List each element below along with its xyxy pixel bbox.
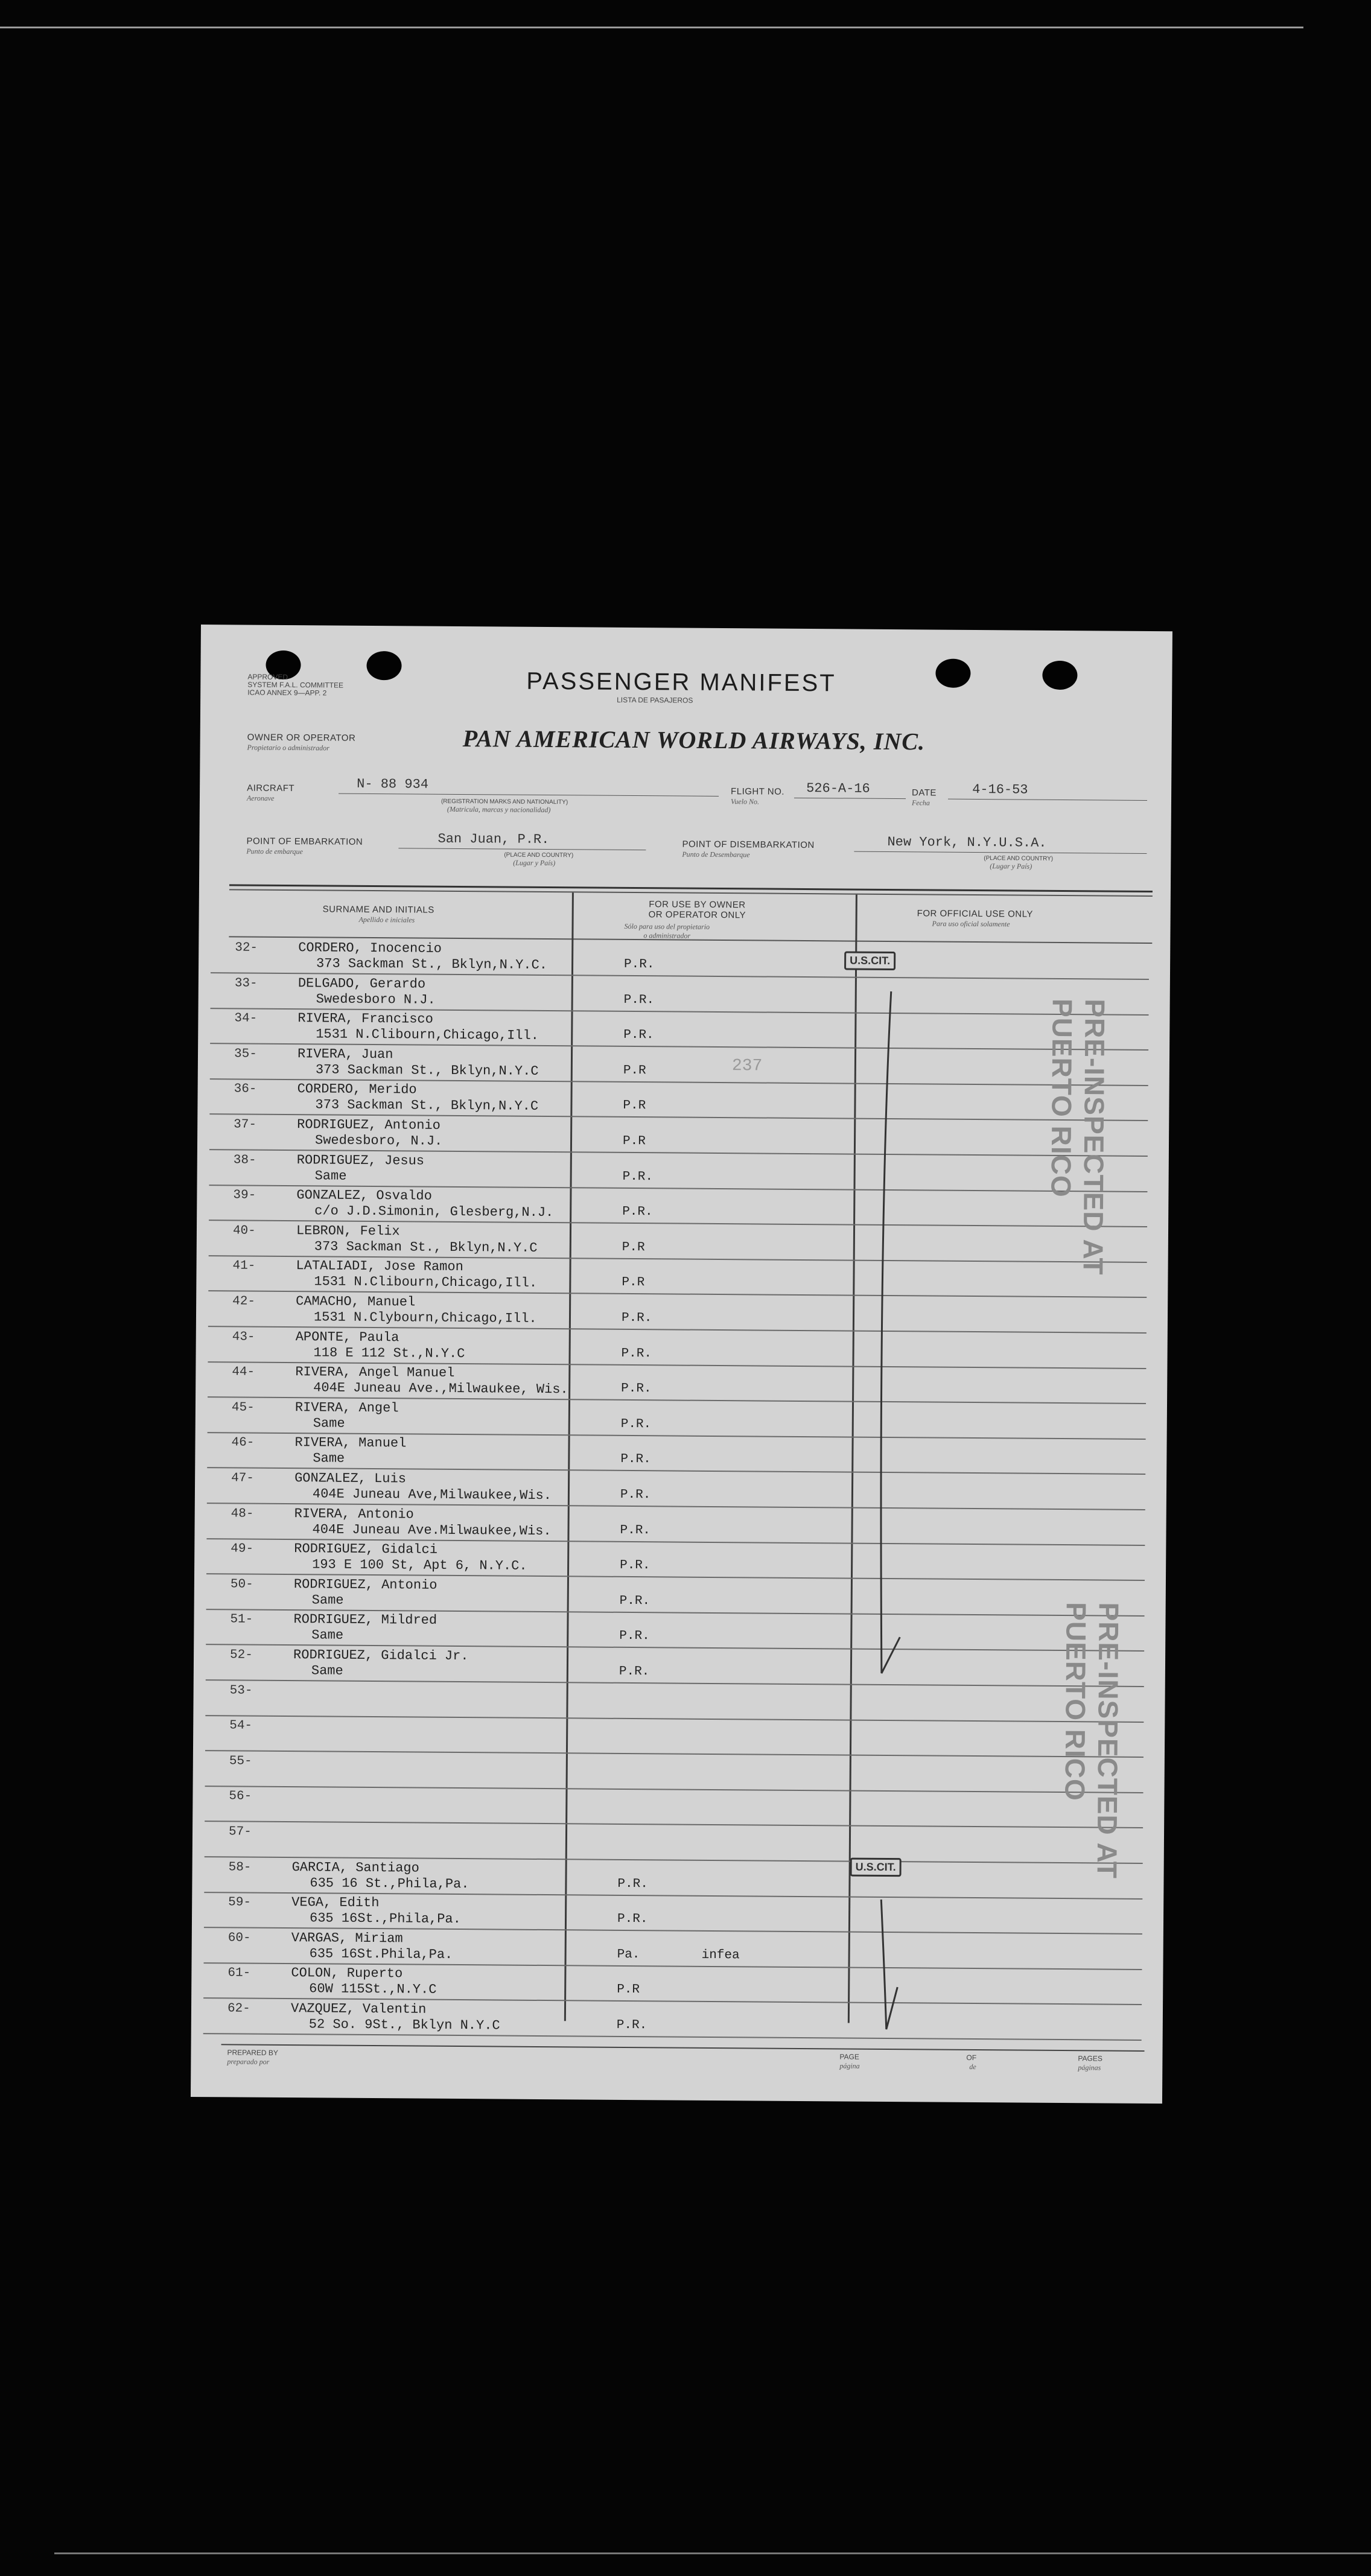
col-header-official: FOR OFFICIAL USE ONLY (917, 908, 1033, 920)
passenger-address: 373 Sackman St., Bklyn,N.Y.C. (316, 956, 548, 973)
manifest-page (191, 625, 1172, 2104)
origin-code: P.R (623, 1099, 646, 1113)
origin-code: P.R. (622, 1169, 654, 1184)
row-number: 60- (227, 1931, 251, 1945)
passenger-name: RIVERA, Francisco (297, 1011, 433, 1027)
handwritten-mark: 237 (731, 1057, 763, 1076)
flight-label: FLIGHT NO. (731, 786, 785, 797)
table-row (200, 1999, 1142, 2041)
passenger-address: 1531 N.Clybourn,Chicago,Ill. (313, 1309, 537, 1326)
passenger-name: RIVERA, Antonio (294, 1506, 414, 1522)
table-row (201, 1858, 1142, 1900)
passenger-name: DELGADO, Gerardo (297, 975, 426, 992)
passenger-name: RIVERA, Manuel (294, 1435, 407, 1451)
origin-code: P.R. (624, 957, 655, 972)
passenger-address: c/o J.D.Simonin, Glesberg,N.J. (314, 1203, 554, 1221)
passenger-address: Same (314, 1168, 347, 1184)
origin-code: P.R (622, 1134, 646, 1149)
table-row (205, 1292, 1147, 1334)
aircraft-label-es: Aeronave (246, 793, 275, 803)
origin-code: P.R. (619, 1594, 651, 1609)
row-number: 52- (229, 1648, 253, 1662)
passenger-name: RIVERA, Angel Manuel (295, 1364, 455, 1381)
passenger-address: 404E Juneau Ave.,Milwaukee, Wis. (313, 1380, 568, 1398)
passenger-address: 404E Juneau Ave.Milwaukee,Wis. (312, 1521, 552, 1539)
col-header-official-es: Para uso oficial solamente (932, 919, 1010, 929)
passenger-name: RODRIGUEZ, Antonio (293, 1576, 437, 1593)
row-number: 55- (229, 1754, 252, 1769)
origin-code: P.R. (621, 1346, 652, 1361)
embark-label: POINT OF EMBARKATION (246, 836, 363, 847)
date-underline (948, 799, 1147, 801)
footer-rule (221, 2044, 1145, 2052)
table-row (204, 1433, 1145, 1475)
of-label: OF (966, 2053, 977, 2062)
passenger-name: RODRIGUEZ, Jesus (296, 1152, 425, 1169)
row-number: 34- (234, 1011, 258, 1026)
passenger-name: RODRIGUEZ, Antonio (297, 1117, 441, 1133)
aircraft-underline (339, 793, 719, 797)
row-number: 42- (232, 1294, 256, 1309)
table-row (204, 1469, 1145, 1510)
disembark-label-es: Punto de Desembarque (682, 850, 750, 859)
row-number: 45- (231, 1401, 255, 1415)
origin-code: P.R. (620, 1452, 651, 1467)
row-number: 49- (231, 1542, 254, 1556)
passenger-address: 635 16 St.,Phila,Pa. (310, 1875, 469, 1892)
table-row (206, 1221, 1147, 1263)
table-row (201, 1929, 1142, 1970)
origin-code: P.R. (619, 1664, 650, 1679)
origin-code: P.R. (616, 2018, 647, 2033)
page-subtitle: LISTA DE PASAJEROS (617, 695, 693, 705)
table-row (202, 1822, 1143, 1864)
pages-label-es: páginas (1078, 2063, 1101, 2072)
passenger-address: 1531 N.Clibourn,Chicago,Ill. (316, 1026, 539, 1044)
punch-hole (366, 651, 401, 680)
passenger-name: GONZALEZ, Osvaldo (296, 1188, 432, 1204)
col-header-surname-es: Apellido e iniciales (358, 915, 415, 924)
origin-code: P.R. (620, 1487, 651, 1503)
passenger-address: 52 So. 9St., Bklyn N.Y.C (308, 2017, 500, 2034)
passenger-address: Same (311, 1627, 344, 1644)
punch-hole (935, 659, 970, 688)
pages-label: PAGES (1078, 2054, 1102, 2063)
table-row (203, 1610, 1144, 1652)
passenger-name: RODRIGUEZ, Gidalci (294, 1541, 438, 1557)
owner-label-es: Propietario o administrador (247, 743, 329, 752)
origin-code: P.R. (619, 1629, 650, 1644)
row-rule (203, 2033, 1142, 2041)
table-row (207, 1045, 1148, 1086)
table-row (201, 1893, 1142, 1935)
row-number: 41- (232, 1259, 256, 1274)
row-number: 38- (233, 1153, 256, 1168)
passenger-name: VARGAS, Miriam (291, 1930, 403, 1947)
embark-sub: (PLACE AND COUNTRY) (504, 851, 574, 859)
table-row (200, 1964, 1142, 2005)
page-title: PASSENGER MANIFEST (526, 667, 836, 697)
flight-underline (794, 798, 906, 799)
row-number: 56- (229, 1789, 252, 1804)
origin-code: P.R. (623, 1028, 654, 1043)
disembark-sub-es: (Lugar y País) (990, 862, 1032, 871)
row-number: 62- (227, 2002, 250, 2016)
origin-code: P.R. (623, 993, 655, 1007)
table-row (205, 1256, 1147, 1298)
origin-code: P.R. (621, 1311, 652, 1326)
table-row (205, 1363, 1146, 1404)
origin-code: P.R. (620, 1559, 651, 1573)
passenger-name: RODRIGUEZ, Mildred (293, 1612, 437, 1629)
embark-value: San Juan, P.R. (437, 831, 550, 848)
passenger-name: LATALIADI, Jose Ramon (296, 1258, 463, 1275)
disembark-underline (854, 851, 1147, 854)
passenger-address: 60W 115St.,N.Y.C (309, 1981, 437, 1998)
origin-code: Pa. (617, 1947, 640, 1962)
table-row (203, 1575, 1145, 1617)
embark-label-es: Punto de embarque (246, 847, 303, 856)
origin-code: P.R. (620, 1417, 652, 1432)
row-number: 47- (231, 1471, 255, 1486)
passenger-name: RIVERA, Juan (297, 1046, 393, 1063)
passenger-name: RIVERA, Angel (294, 1399, 399, 1416)
table-row (202, 1752, 1144, 1793)
row-number: 40- (232, 1224, 256, 1238)
prepared-by-label-es: preparado por (227, 2057, 270, 2066)
checkmark-icon (873, 1897, 911, 2041)
origin-code: P.R (622, 1240, 645, 1255)
origin-code: P.R. (620, 1523, 651, 1538)
passenger-address: Same (313, 1451, 345, 1467)
table-row (206, 1186, 1147, 1227)
prepared-by-label: PREPARED BY (227, 2048, 278, 2057)
table-row (202, 1716, 1144, 1758)
origin-code: P.R (623, 1063, 646, 1078)
of-label-es: de (969, 2062, 976, 2072)
row-note: infea (701, 1948, 740, 1963)
aircraft-label: AIRCRAFT (247, 783, 295, 794)
passenger-address: Swedesboro, N.J. (314, 1133, 443, 1149)
row-number: 43- (232, 1329, 255, 1344)
passenger-name: CAMACHO, Manuel (296, 1294, 416, 1310)
table-row (206, 1080, 1148, 1121)
table-row (203, 1504, 1145, 1546)
table-top-rule (229, 884, 1153, 892)
origin-code: P.R. (617, 1877, 648, 1891)
row-number: 59- (228, 1895, 252, 1910)
embark-sub-es: (Lugar y País) (513, 858, 556, 868)
passenger-address: 635 16St.,Phila,Pa. (309, 1910, 461, 1927)
flight-label-es: Vuelo No. (730, 797, 760, 806)
row-number: 51- (230, 1612, 253, 1627)
table-row (202, 1787, 1143, 1828)
row-number: 44- (232, 1365, 255, 1379)
passenger-address: Same (313, 1416, 345, 1431)
table-row (206, 1151, 1148, 1192)
table-row (208, 974, 1149, 1016)
film-edge-top (0, 27, 1303, 28)
us-citizen-stamp: U.S.CIT. (850, 1858, 902, 1877)
row-number: 39- (233, 1188, 256, 1203)
row-number: 37- (234, 1118, 257, 1132)
disembark-label: POINT OF DISEMBARKATION (682, 839, 815, 851)
row-number: 61- (227, 1966, 251, 1981)
row-number: 57- (228, 1825, 252, 1839)
passenger-name: VEGA, Edith (291, 1895, 380, 1911)
row-number: 46- (231, 1436, 255, 1451)
aircraft-sub: (REGISTRATION MARKS AND NATIONALITY) (441, 798, 568, 806)
row-number: 32- (235, 941, 258, 955)
passenger-name: LEBRON, Felix (296, 1223, 400, 1239)
passenger-address: 373 Sackman St., Bklyn,N.Y.C (315, 1062, 539, 1079)
disembark-value: New York, N.Y.U.S.A. (887, 834, 1047, 851)
passenger-name: VAZQUEZ, Valentin (290, 2001, 427, 2017)
passenger-address: 404E Juneau Ave,Milwaukee,Wis. (312, 1486, 552, 1504)
row-number: 35- (234, 1047, 257, 1061)
passenger-address: Same (311, 1592, 344, 1608)
table-row (205, 1328, 1146, 1369)
passenger-name: CORDERO, Merido (297, 1081, 417, 1098)
owner-label: OWNER OR OPERATOR (247, 732, 356, 743)
col-header-operator: FOR USE BY OWNER OR OPERATOR ONLY (648, 899, 746, 921)
page-label-es: página (839, 2061, 860, 2070)
row-number: 48- (231, 1506, 254, 1521)
passenger-name: RODRIGUEZ, Gidalci Jr. (293, 1647, 469, 1664)
passenger-address: 1531 N.Clibourn,Chicago,Ill. (314, 1274, 538, 1291)
passenger-address: 193 E 100 St, Apt 6, N.Y.C. (312, 1557, 527, 1574)
origin-code: P.R. (617, 1912, 648, 1927)
row-number: 54- (229, 1719, 253, 1733)
flight-value: 526-A-16 (806, 781, 870, 797)
date-label-es: Fecha (911, 798, 930, 807)
row-number: 50- (230, 1577, 253, 1592)
embark-underline (398, 848, 646, 850)
passenger-name: GONZALEZ, Luis (294, 1471, 407, 1487)
passenger-address: 118 E 112 St.,N.Y.C (313, 1344, 465, 1361)
row-number: 33- (234, 976, 258, 991)
origin-code: P.R (622, 1276, 645, 1290)
passenger-name: APONTE, Paula (295, 1329, 399, 1345)
col-header-surname: SURNAME AND INITIALS (322, 904, 434, 915)
table-row (202, 1681, 1144, 1723)
passenger-address: Swedesboro N.J. (316, 991, 436, 1008)
origin-code: P.R. (622, 1205, 653, 1220)
page-label: PAGE (839, 2052, 859, 2061)
table-row (205, 1398, 1146, 1440)
passenger-address: 373 Sackman St., Bklyn,N.Y.C (314, 1239, 538, 1256)
col-header-operator-es: Sólo para uso del propietario o administrador (624, 921, 710, 940)
table-row (206, 1115, 1148, 1157)
row-number: 53- (229, 1683, 253, 1698)
passenger-name: CORDERO, Inocencio (298, 940, 442, 956)
checkmark-icon (864, 985, 917, 1686)
passenger-name: COLON, Ruperto (291, 1965, 403, 1982)
aircraft-value: N- 88 934 (357, 776, 429, 792)
table-row (207, 1009, 1148, 1051)
us-citizen-stamp: U.S.CIT. (844, 951, 895, 970)
date-label: DATE (912, 787, 937, 798)
passenger-address: 373 Sackman St., Bklyn,N.Y.C (315, 1097, 539, 1115)
preinspected-stamp: PRE-INSPECTED AT PUERTO RICO (1059, 1601, 1125, 1879)
origin-code: P.R. (621, 1382, 652, 1396)
date-value: 4-16-53 (972, 781, 1028, 798)
origin-code: P.R (617, 1983, 640, 1997)
passenger-name: GARCIA, Santiago (291, 1859, 419, 1876)
row-number: 58- (228, 1860, 252, 1875)
approval-note: APPROVED SYSTEM F.A.L. COMMITTEE ICAO ANNEX 9—APP. 2 (247, 672, 344, 698)
row-number: 36- (234, 1082, 257, 1097)
operator-name: PAN AMERICAN WORLD AIRWAYS, INC. (462, 725, 926, 755)
film-edge-bottom (54, 2552, 1371, 2554)
table-row (203, 1646, 1144, 1687)
aircraft-sub-es: (Matricula, marcas y nacionalidad) (447, 804, 551, 815)
passenger-address: 635 16St.Phila,Pa. (309, 1946, 453, 1962)
disembark-sub: (PLACE AND COUNTRY) (984, 855, 1054, 862)
punch-hole (1042, 661, 1077, 690)
table-row (208, 938, 1149, 980)
table-row (203, 1539, 1145, 1581)
preinspected-stamp: PRE-INSPECTED AT PUERTO RICO (1045, 998, 1111, 1276)
passenger-address: Same (311, 1663, 343, 1679)
